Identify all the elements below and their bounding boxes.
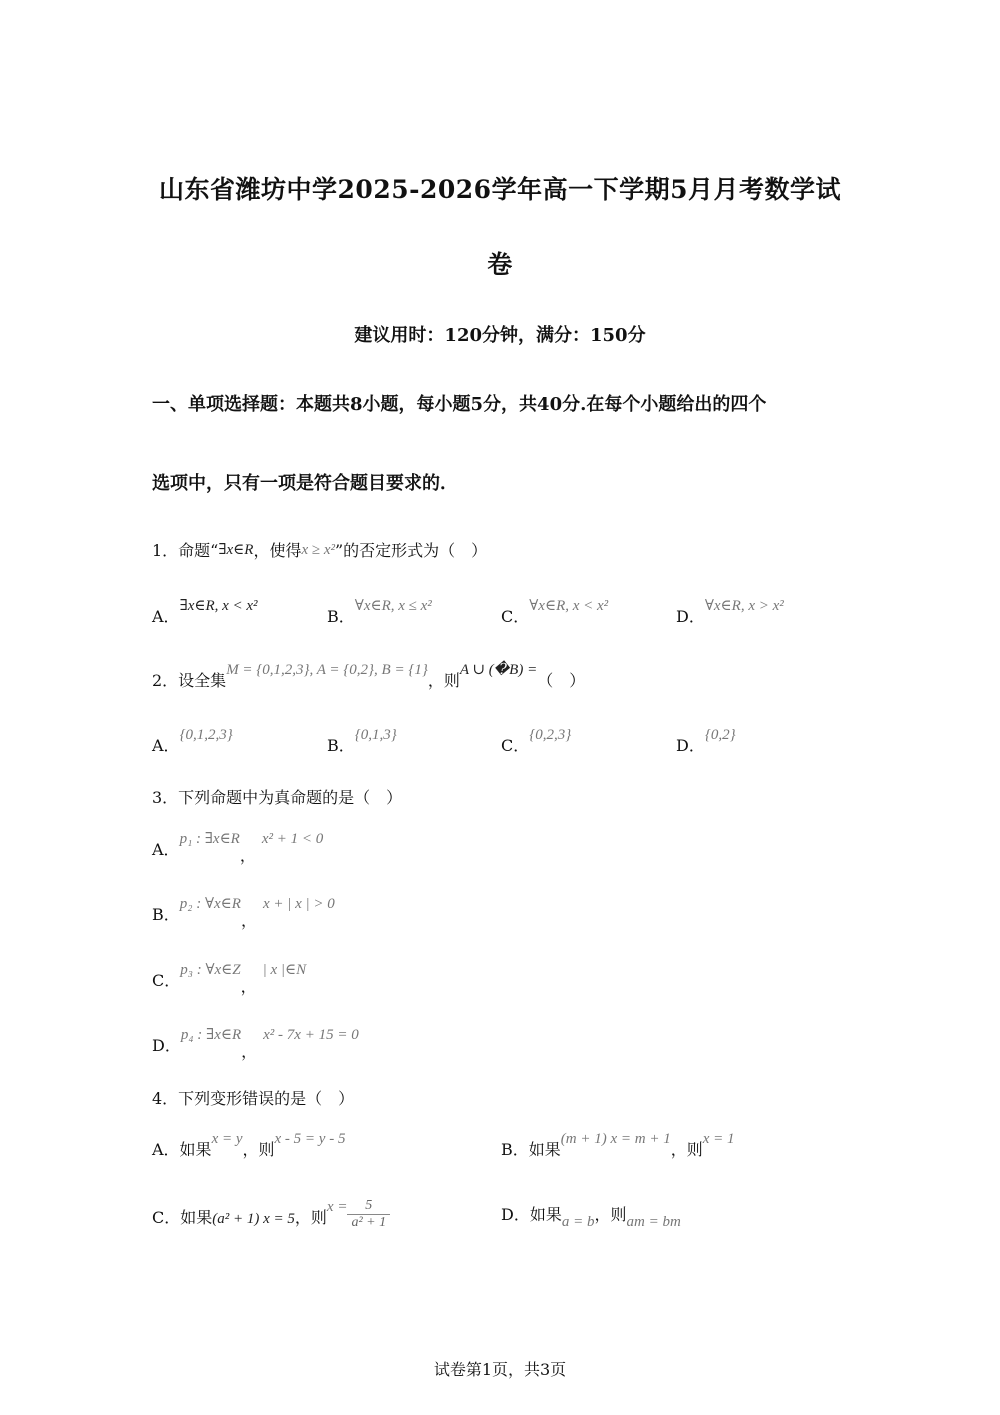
q1-option-b[interactable]: B．∀x∈R, x ≤ x² [327, 598, 432, 626]
q1-pre: 1．命题“ [152, 541, 219, 560]
q1-option-a-math: ∃x∈R, x < x² [179, 598, 258, 614]
q2-option-a-math: {0,1,2,3} [179, 727, 233, 743]
q4-option-a[interactable]: A．如果x = y，则x - 5 = y - 5 [152, 1131, 346, 1159]
section-heading-line1: 一、单项选择题：本题共8小题，每小题5分，共40分.在每个小题给出的四个 [152, 394, 767, 415]
q4-option-d-math-2: am = bm [626, 1214, 681, 1230]
q4-option-c-math-1: (a² + 1) x = 5 [212, 1211, 295, 1227]
q4-option-a-math-2: x - 5 = y - 5 [274, 1131, 346, 1147]
q1-option-d[interactable]: D．∀x∈R, x > x² [676, 598, 784, 626]
q4-option-d[interactable]: D．如果a = b，则am = bm [501, 1205, 681, 1230]
q1-math-1: ∃x∈R [218, 542, 254, 558]
q3-option-d-math-2: x² - 7x + 15 = 0 [263, 1027, 359, 1043]
q1-option-d-math: ∀x∈R, x > x² [704, 598, 784, 614]
q4-option-b-math-2: x = 1 [702, 1131, 735, 1147]
q2-option-a[interactable]: A．{0,1,2,3} [152, 727, 233, 755]
q2-option-d-math: {0,2} [704, 727, 736, 743]
question-3: 3．下列命题中为真命题的是（ ） [152, 788, 403, 807]
q4-option-c-numerator: 5 [347, 1198, 390, 1215]
q1-option-a[interactable]: A．∃x∈R, x < x² [152, 598, 258, 626]
q4-option-d-math-1: a = b [561, 1214, 595, 1230]
q3-option-a-math-2: x² + 1 < 0 [261, 831, 324, 847]
q3-option-d-math-1: p₄ : ∃x∈R [180, 1027, 242, 1043]
q3-option-c[interactable]: C．p₃ : ∀x∈Z，| x |∈N [152, 962, 307, 996]
q1-option-c-math: ∀x∈R, x < x² [529, 598, 609, 614]
q2-post: （ ） [537, 671, 586, 690]
question-2 [152, 662, 586, 691]
exam-title-line2: 卷 [487, 250, 513, 279]
q1-option-b-math: ∀x∈R, x ≤ x² [354, 598, 432, 614]
q2-math-2: A ∪ (�B) = [459, 662, 538, 678]
question-1 [152, 538, 487, 561]
q4-option-a-math-1: x = y [211, 1131, 243, 1147]
q2-pre: 2．设全集 [152, 671, 227, 690]
q2-mid: ，则 [427, 671, 460, 690]
exam-title-line1: 山东省潍坊中学2025-2026学年高一下学期5月月考数学试 [159, 175, 841, 204]
q1-post: ”的否定形式为（ ） [335, 541, 488, 560]
q4-option-c-denominator: a² + 1 [351, 1215, 387, 1230]
page-footer: 试卷第1页，共3页 [433, 1360, 567, 1379]
q1-math-2: x ≥ x² [301, 542, 335, 558]
q4-option-b[interactable]: B．如果(m + 1) x = m + 1，则x = 1 [501, 1131, 735, 1159]
section-heading-line2: 选项中，只有一项是符合题目要求的． [152, 473, 458, 494]
q2-option-d[interactable]: D．{0,2} [676, 727, 736, 755]
q1-option-c[interactable]: C．∀x∈R, x < x² [501, 598, 609, 626]
exam-subtitle: 建议用时：120分钟，满分：150分 [354, 325, 646, 346]
q2-option-c-math: {0,2,3} [529, 727, 572, 743]
q4-option-c-fraction [347, 1198, 390, 1231]
q4-option-c[interactable]: C．如果(a² + 1) x = 5，则x = $\frac{5}{\text{a² + 1}}$ [152, 1202, 390, 1235]
q3-option-b-math-2: x + | x | > 0 [262, 896, 335, 912]
q3-option-c-math-1: p₃ : ∀x∈Z [180, 962, 241, 978]
q3-option-b-math-1: p₂ : ∀x∈R [179, 896, 241, 912]
q2-math-1: M = {0,1,2,3}, A = {0,2}, B = {1} [226, 662, 428, 678]
q2-option-b-math: {0,1,3} [354, 727, 397, 743]
q3-option-b[interactable]: B．p₂ : ∀x∈R，x + | x | > 0 [152, 896, 335, 930]
q3-option-c-math-2: | x |∈N [262, 962, 307, 978]
q4-option-c-math-2: x = [326, 1199, 348, 1215]
q4-option-b-math-1: (m + 1) x = m + 1 [560, 1131, 671, 1147]
q2-option-b[interactable]: B．{0,1,3} [327, 727, 397, 755]
q3-option-d[interactable]: D．p₄ : ∃x∈R，x² - 7x + 15 = 0 [152, 1027, 359, 1061]
q3-option-a[interactable]: A．p₁ : ∃x∈R，x² + 1 < 0 [152, 831, 324, 865]
q3-option-a-math-1: p₁ : ∃x∈R [179, 831, 240, 847]
q1-mid: ，使得 [253, 541, 302, 560]
question-4: 4．下列变形错误的是（ ） [152, 1089, 355, 1108]
q2-option-c[interactable]: C．{0,2,3} [501, 727, 572, 755]
